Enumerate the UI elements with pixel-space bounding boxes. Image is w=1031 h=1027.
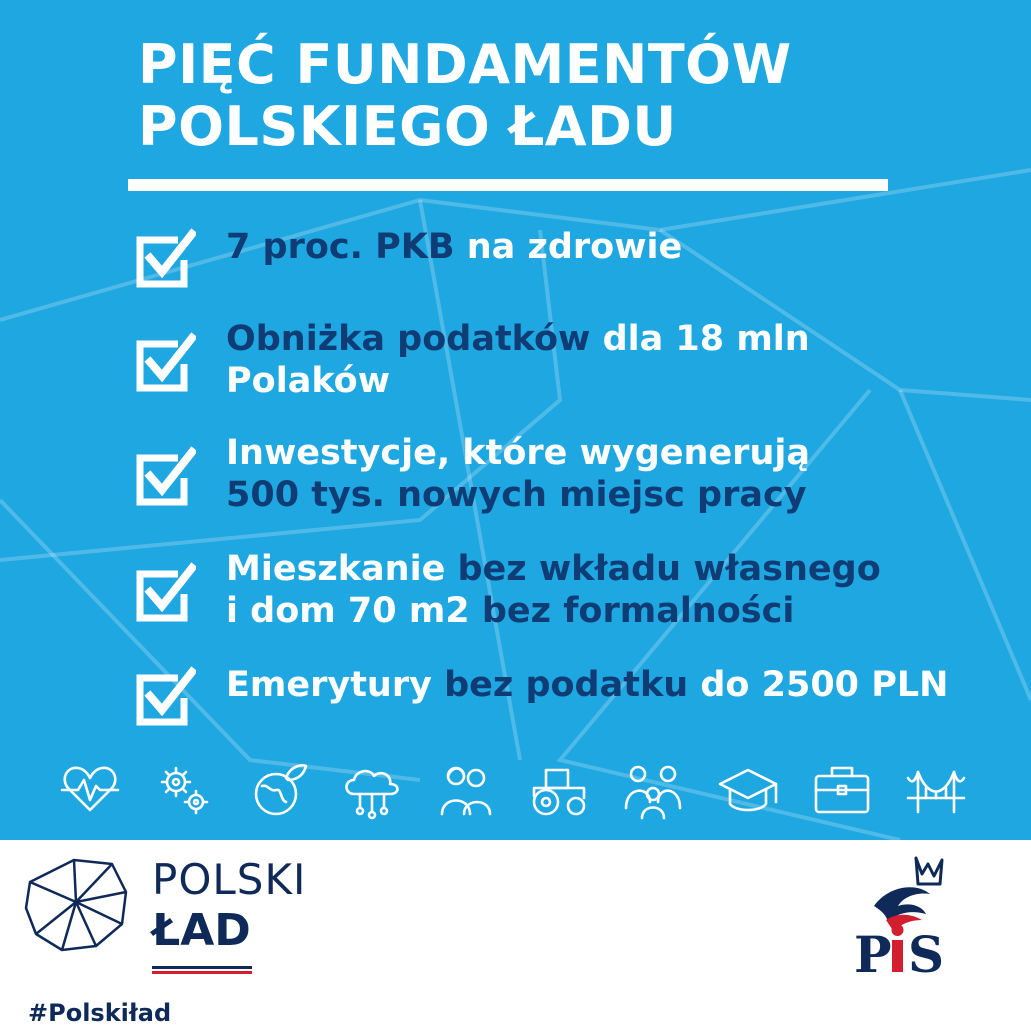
list-item-segment: bez podatku (444, 665, 701, 705)
pis-letter-i-dot (892, 924, 904, 936)
list-item-line (226, 548, 1006, 590)
list-item-text (226, 432, 1006, 516)
polski-lad-map-logo (22, 852, 134, 952)
pis-letter-i (892, 940, 903, 972)
eagle-crown-icon (874, 858, 942, 932)
list-item-segment: Mieszkanie (226, 549, 458, 589)
checkbox-checked-icon (134, 330, 196, 392)
title-underline (128, 179, 888, 191)
logo-stripe-red (152, 971, 252, 974)
bridge-icon (904, 758, 968, 822)
list-item-line (226, 590, 1006, 632)
list-item-segment: bez wkładu własnego (457, 549, 881, 589)
family-icon (622, 758, 686, 822)
list-item-segment: 7 proc. PKB (226, 227, 467, 267)
list-item-text (226, 318, 1006, 402)
list-item-line (226, 432, 1006, 474)
list-item-segment: i dom 70 m2 (226, 591, 482, 631)
list-item-line (226, 474, 1006, 516)
graduation-cap-icon (716, 758, 780, 822)
elderly-couple-icon (434, 758, 498, 822)
checkbox-checked-icon (134, 444, 196, 506)
pis-party-logo (838, 850, 978, 980)
logo-text-polski: POLSKI (152, 855, 307, 904)
list-item-segment: Inwestycje, które wygenerują (226, 433, 810, 473)
icon-row (58, 758, 1018, 838)
list-item-segment: do 2500 PLN (700, 665, 949, 705)
briefcase-icon (810, 758, 874, 822)
pis-letter-p: P (854, 925, 892, 980)
logo-text-lad: ŁAD (152, 905, 251, 956)
hashtag: #Polskiład (28, 999, 172, 1027)
list-item-line (226, 226, 1006, 268)
checkbox-checked-icon (134, 560, 196, 622)
list-item-line (226, 360, 1006, 402)
list-item-segment: bez formalności (481, 591, 795, 631)
list-item-line (226, 664, 1006, 706)
tractor-icon (528, 758, 592, 822)
checkbox-checked-icon (134, 664, 196, 726)
title-line-2: POLSKIEGO ŁADU (138, 95, 677, 158)
list-item-text (226, 664, 1006, 706)
list-item-text (226, 226, 1006, 268)
cloud-network-icon (340, 758, 404, 822)
gears-icon (152, 758, 216, 822)
list-item-segment: Polaków (226, 361, 391, 401)
list-item-text (226, 548, 1006, 632)
page-title (138, 34, 938, 158)
list-item-segment: Emerytury (226, 665, 445, 705)
eco-globe-icon (246, 758, 310, 822)
pis-letter-s: S (908, 925, 945, 980)
list-item-segment: na zdrowie (466, 227, 683, 267)
heartbeat-icon (58, 758, 122, 822)
list-item-segment: Obniżka podatków (226, 319, 603, 359)
title-line-1: PIĘĆ FUNDAMENTÓW (138, 33, 792, 96)
checkbox-checked-icon (134, 226, 196, 288)
list-item-segment: dla 18 mln (602, 319, 810, 359)
logo-stripe-navy (152, 966, 252, 969)
list-item-segment: 500 tys. nowych miejsc pracy (226, 475, 807, 515)
list-item-line (226, 318, 1006, 360)
